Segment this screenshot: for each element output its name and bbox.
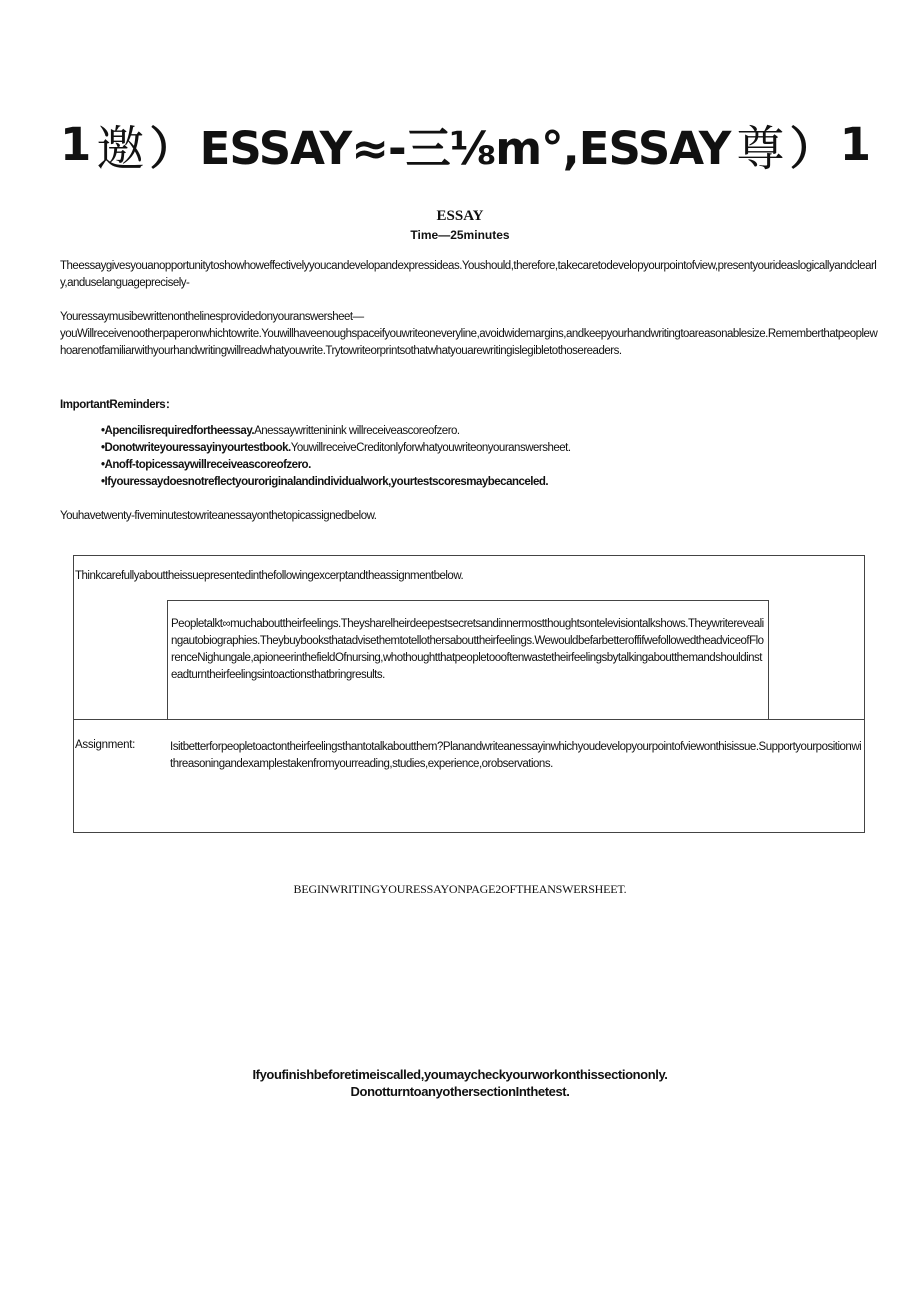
excerpt-text: Peopletalkt∞muchabouttheirfeelings.Theysharelheirdeepestsecretsandinnermostthoughtsontelevisiontalkshows.Theywriterevealingautobiographies.Theybuybooksthatadvisethemtotellothersabouttheirfeelings.WewouldbefarbetteroffifwefollowedtheadviceofFlorenceNighungale,apioneerinthefieldOfnursing,whothoughtthatpeopletoooftenwastetheirfeelingsbytalkingaboutthemandshouldinsteadturntheirfeelingsintoactionsthatbringresults. [171,618,764,681]
time-notice: Youhavetwenty-fiveminutestowriteanessayonthetopicassignedbelow. [60,510,377,522]
reminder-bold-text: •Anoff-topicessaywillreceiveascoreofzero. [101,459,311,471]
headline-section-number-right: 1 [839,117,870,171]
reminder-bold-text: •Apencilisrequiredfortheessay. [101,425,255,437]
section-title: ESSAY [436,208,484,224]
headline-section-number-left: 1 [60,117,91,171]
reminders-heading: ImportantReminders： [60,399,177,411]
headline-glyph-right: 尊 [736,120,784,177]
assignment-label: Assignment: [75,739,135,751]
time-limit: Time—25minutes [410,228,510,242]
headline-title: ESSAY≈-三⅛m°,ESSAY [199,121,731,175]
finish-notice-line-1: Ifyoufinishbeforetimeiscalled,youmaycheckyourworkonthissectiononly. [252,1067,668,1082]
reminder-bold-text: •Donotwriteyouressayinyourtestbook. [101,442,291,454]
reminder-text: Anessaywritteninink willreceiveascoreofzero. [254,425,460,437]
reminder-item [101,457,861,474]
finish-notice-line-2: DonotturntoanyothersectionInthetest. [350,1084,570,1099]
headline-glyph-left: 邀 [96,120,144,177]
reminders-list [101,423,861,491]
reminder-item [101,440,861,457]
page-headline [60,104,870,184]
reminder-text: YouwillreceiveCreditonlyforwhatyouwriteonyouranswersheet. [290,442,571,454]
headline-bracket-right: ） [789,121,834,175]
instructions-paragraph [60,309,882,360]
reminder-item [101,474,861,491]
headline-bracket-left: ） [149,121,194,175]
instructions-rest: youWillreceivenootherpaperonwhichtowrite.Youwillhaveenoughspaceifyouwriteoneveryline,avoidwidemargins,andkeepyourhandwritingtoareasonablesize.Rememberthatpeoplewhoarenotfamiliarwithyourhandwritingwillreadwhatyouwrite.Trytowriteorprintsothatwhatyouarewritingislegibletothosereaders. [60,328,878,357]
reminder-bold-text: •Ifyouressaydoesnotreflectyouroriginalandindividualwork,yourtestscoresmaybecanceled. [101,476,549,488]
prompt-intro: Thinkcarefullyabouttheissuepresentedinthefollowingexcerptandtheassignmentbelow. [75,570,464,582]
intro-paragraph: Theessaygivesyouanopportunitytoshowhoweffectivelyyoucandevelopandexpressideas.Youshould,therefore,takecaretodevelopyourpointofview,presentyourideaslogicallyandclearly,anduselanguageprecisely- [60,260,877,289]
begin-writing-notice: BEGINWRITINGYOURESSAYONPAGE2OFTHEANSWERSHEET. [293,882,627,896]
instructions-line-1: Youressaymusibewrittenonthelinesprovidedonyouranswersheet— [60,311,364,323]
finish-notice [0,1066,920,1100]
assignment-text: Isitbetterforpeopletoactontheirfeelingsthantotalkaboutthem?Planandwriteanessayinwhichyoudevelopyourpointofviewonthisissue.Supportyourpositionwithreasoningandexamplestakenfromyourreading,studies,experience,orobservations. [170,741,862,770]
reminder-item [101,423,861,440]
